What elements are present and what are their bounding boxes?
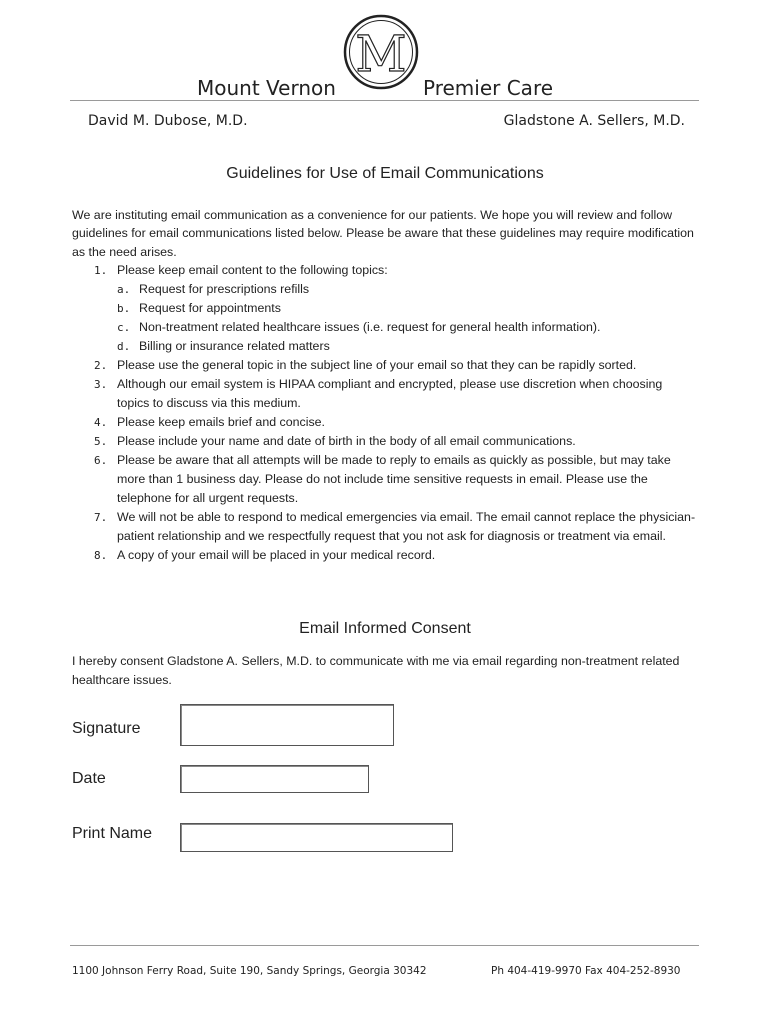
brand-name-right: Premier Care: [423, 76, 554, 100]
list-item: [72, 413, 698, 432]
sub-item-letter: d.: [117, 340, 131, 353]
list-item: [72, 261, 698, 356]
list-item: [72, 508, 698, 546]
sub-list-item: [117, 337, 698, 356]
list-item: [72, 356, 698, 375]
item-number: 1.: [94, 264, 108, 277]
list-item: [72, 546, 698, 565]
item-number: 8.: [94, 549, 108, 562]
print-name-label: Print Name: [72, 825, 153, 842]
item-text: We will not be able to respond to medical emergencies via email. The email cannot replace the physician-patient relationship and we respectfully request that you not ask for diagnosis or treatment via email.: [117, 510, 696, 543]
doctor-name-left: David M. Dubose, M.D.: [88, 113, 248, 129]
item-text: Please keep emails brief and concise.: [117, 415, 326, 429]
sub-item-letter: a.: [117, 283, 131, 296]
item-number: 4.: [94, 416, 108, 429]
signature-label: Signature: [72, 720, 141, 737]
list-item: [72, 432, 698, 451]
sub-item-text: Request for prescriptions refills: [139, 282, 310, 296]
print-name-field[interactable]: [180, 823, 453, 852]
footer-divider: [70, 945, 699, 946]
date-label: Date: [72, 770, 106, 787]
sub-list-item: [117, 299, 698, 318]
item-number: 7.: [94, 511, 108, 524]
list-item: [72, 451, 698, 508]
item-number: 2.: [94, 359, 108, 372]
sub-item-text: Non-treatment related healthcare issues (i.e. request for general health information).: [139, 320, 601, 334]
consent-text: I hereby consent Gladstone A. Sellers, M.D. to communicate with me via email regarding non-treatment related healthcare issues.: [72, 654, 680, 687]
guidelines-list: [72, 261, 698, 565]
header-divider: [70, 100, 699, 101]
item-text: Please include your name and date of birth in the body of all email communications.: [117, 434, 576, 448]
sub-list-item: [117, 280, 698, 299]
brand-name-left: Mount Vernon: [197, 76, 336, 100]
guidelines-title: Guidelines for Use of Email Communications: [226, 165, 544, 182]
sub-item-letter: c.: [117, 321, 131, 334]
guidelines-intro: We are instituting email communication as a convenience for our patients. We hope you will review and follow guidelines for email communications listed below. Please be aware that these guidelines may require modification as the need arises.: [72, 208, 694, 259]
practice-logo: [343, 14, 419, 90]
signature-field[interactable]: [180, 704, 394, 746]
item-number: 6.: [94, 454, 108, 467]
sub-item-letter: b.: [117, 302, 131, 315]
topics-sublist: [117, 280, 698, 356]
item-text: Although our email system is HIPAA compliant and encrypted, please use discretion when choosing topics to discuss via this medium.: [117, 377, 663, 410]
doctor-name-right: Gladstone A. Sellers, M.D.: [503, 113, 685, 129]
list-item: [72, 375, 698, 413]
item-text: A copy of your email will be placed in your medical record.: [117, 548, 436, 562]
consent-title: Email Informed Consent: [299, 620, 471, 637]
footer-address: 1100 Johnson Ferry Road, Suite 190, Sandy Springs, Georgia 30342: [72, 965, 427, 977]
item-text: Please use the general topic in the subject line of your email so that they can be rapidly sorted.: [117, 358, 637, 372]
item-number: 3.: [94, 378, 108, 391]
item-number: 5.: [94, 435, 108, 448]
sub-list-item: [117, 318, 698, 337]
date-field[interactable]: [180, 765, 369, 793]
sub-item-text: Request for appointments: [139, 301, 281, 315]
item-text: Please keep email content to the following topics:: [117, 263, 388, 277]
item-text: Please be aware that all attempts will be made to reply to emails as quickly as possible, but may take more than 1 business day. Please do not include time sensitive requests in email. Please use the telephone for all urgent requests.: [117, 453, 671, 505]
sub-item-text: Billing or insurance related matters: [139, 339, 330, 353]
logo-letter: M: [355, 25, 407, 83]
footer-phone-fax: Ph 404-419-9970 Fax 404-252-8930: [491, 965, 681, 977]
